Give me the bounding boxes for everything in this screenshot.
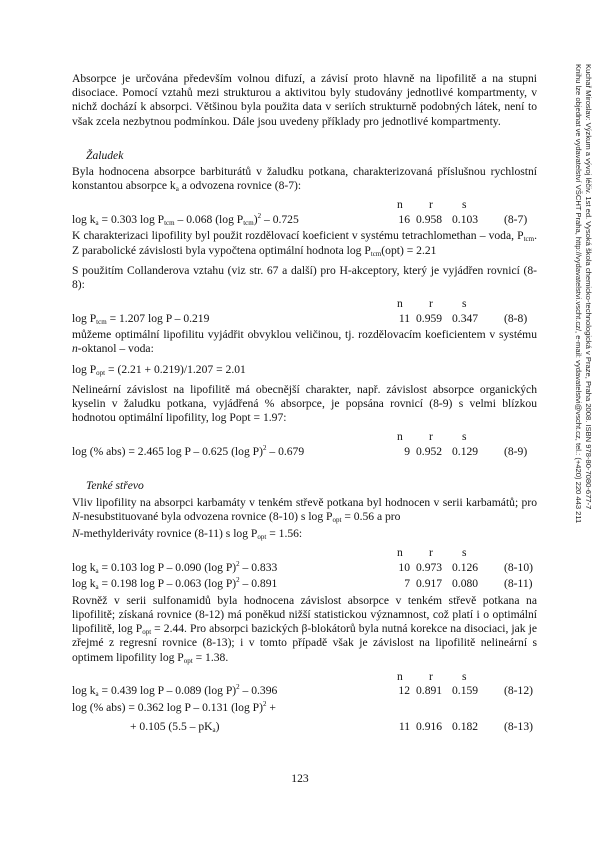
equation-8-13-line2: + 0.105 $(5.5 - pK_a)$ 11 0.916 0.182 (8-13): [130, 720, 533, 735]
page-number: 123: [291, 772, 309, 785]
equation-8-8: $\log P_{tcm} = 1.207$ log P – 0.219 11 0.959 0.347 (8-8): [72, 311, 528, 326]
equation-8-9: log (% abs) = 2.465 log P – 0.625 (log P)$^2$ – 0.679 9 0.952 0.129 (8-9): [72, 443, 528, 458]
equation-popt: $\log P_{opt} = (2.21 + 0.219)/1.207 = 2.01$: [72, 362, 246, 377]
stats-header: n r s: [397, 546, 467, 560]
equation-8-7: $\log k_a = 0.303$ $\log P_{tcm} - 0.068$ (log $P_{tcm})^2 - 0.725$ 16 0.958 0.103 (8-7): [72, 211, 528, 227]
equation-8-11: $\log k_a = 0.198$ log P – 0.063 (log P)$^2$ – 0.891 7 0.917 0.080 (8-11): [72, 576, 533, 592]
paragraph: Nelineární závislost na lipofilitě má obecnější charakter, např. závislost absorpce organických kyselin v žaludku potkana, vyjádřená % absorpce, je popsána rovnicí (8-9) s velmi blízkou hodnotou optimální lipofility, log Popt = 1.97:: [72, 382, 537, 425]
paragraph: můžeme optimální lipofilitu vyjádřit obvyklou veličinou, tj. rozdělovacím koeficientem v systému n-oktanol – voda:: [72, 328, 537, 356]
stats-header: n r s: [397, 198, 467, 212]
paragraph: N-methylderiváty rovnice (8-11) s $\log P_{opt} = 1.56$:: [72, 527, 303, 542]
copyright-sidebar: [565, 64, 595, 604]
section-heading-tenke-strevo: Tenké střevo: [86, 479, 144, 493]
sidebar-citation: Kuchař Miroslav: Výzkum a vývoj léčiv. 1st ed. Vysoká škola chemicko-technologická v Praze, Praha 2008. ISBN 978-80-7080-677-7: [584, 64, 593, 510]
equation-8-12: $\log k_a = 0.439$ log P – 0.089 (log P)$^2$ – 0.396 12 0.891 0.159 (8-12): [72, 683, 533, 699]
paragraph: K charakterizaci lipofility byl použit rozdělovací koeficient v systému tetrachlomethan – voda, $P_{tcm}$. Z parabolické závislosti byla vypočtena optimální hodnota $\log P_{tcm}(opt) = 2.21$: [72, 229, 537, 258]
paragraph: Rovněž v serii sulfonamidů byla hodnocena závislost absorpce v tenkém střevě potkana na lipofilitě; získaná rovnice (8-12) má poněkud nižší statistickou významnost, což platí i o optimální lipofilitě, $\log P_{opt} = 2.44$. Pro absorpci bazických β-blokátorů byla nutná korekce na disociaci, jak je zřejmé z regresní rovnice (8-13); i v tomto případě však je závislost na lipofilitě nelineární s optimem lipofility $\log P_{opt} = 1.38$.: [72, 593, 537, 665]
sidebar-order-info: Knihu lze objednat ve vydavatelství VŠCHT Praha, http://vydavatelstvi.vscht.cz/, e-mail: vydavatelstvi@vscht.cz, tel.: (+420) 220 443 211: [574, 64, 583, 524]
paragraph: Vliv lipofility na absorpci karbamáty v tenkém střevě potkana byl hodnocen v serii karbamátů; pro N-nesubstituované byla odvozena rovnice (8-10) s $\log P_{opt} = 0.56$ a pro: [72, 495, 537, 524]
equation-8-13-line1: log (% abs) = 0.362 log P – 0.131 (log P)$^2$ +: [72, 699, 276, 714]
stats-header: n r s: [397, 430, 467, 444]
stats-header: n r s: [397, 297, 467, 311]
equation-8-10: $\log k_a = 0.103$ log P – 0.090 (log P)$^2$ – 0.833 10 0.973 0.126 (8-10): [72, 559, 533, 575]
paragraph: Byla hodnocena absorpce barbiturátů v žaludku potkana, charakterizovaná příslušnou rychlostní konstantou absorpce $k_a$ a odvozena rovnice (8-7):: [72, 165, 537, 194]
paragraph: S použitím Collanderova vztahu (viz str. 67 a další) pro H-akceptory, který je vyjádřen rovnicí (8-8):: [72, 263, 537, 292]
section-heading-zaludek: Žaludek: [86, 148, 124, 162]
intro-paragraph: Absorpce je určována především volnou difuzí, a závisí proto hlavně na lipofilitě a na stupni disociace. Pomocí vztahů mezi strukturou a aktivitou byly studovány jednotlivé kompartmenty, v nichž dochází k absorpci. Většinou byla použita data v seriích strukturně podobných látek, není to však zcela nezbytnou podmínkou. Dále jsou uvedeny příklady pro jednotlivé kompartmenty.: [72, 72, 537, 128]
stats-header: n r s: [397, 669, 467, 683]
page-body: [72, 72, 537, 737]
